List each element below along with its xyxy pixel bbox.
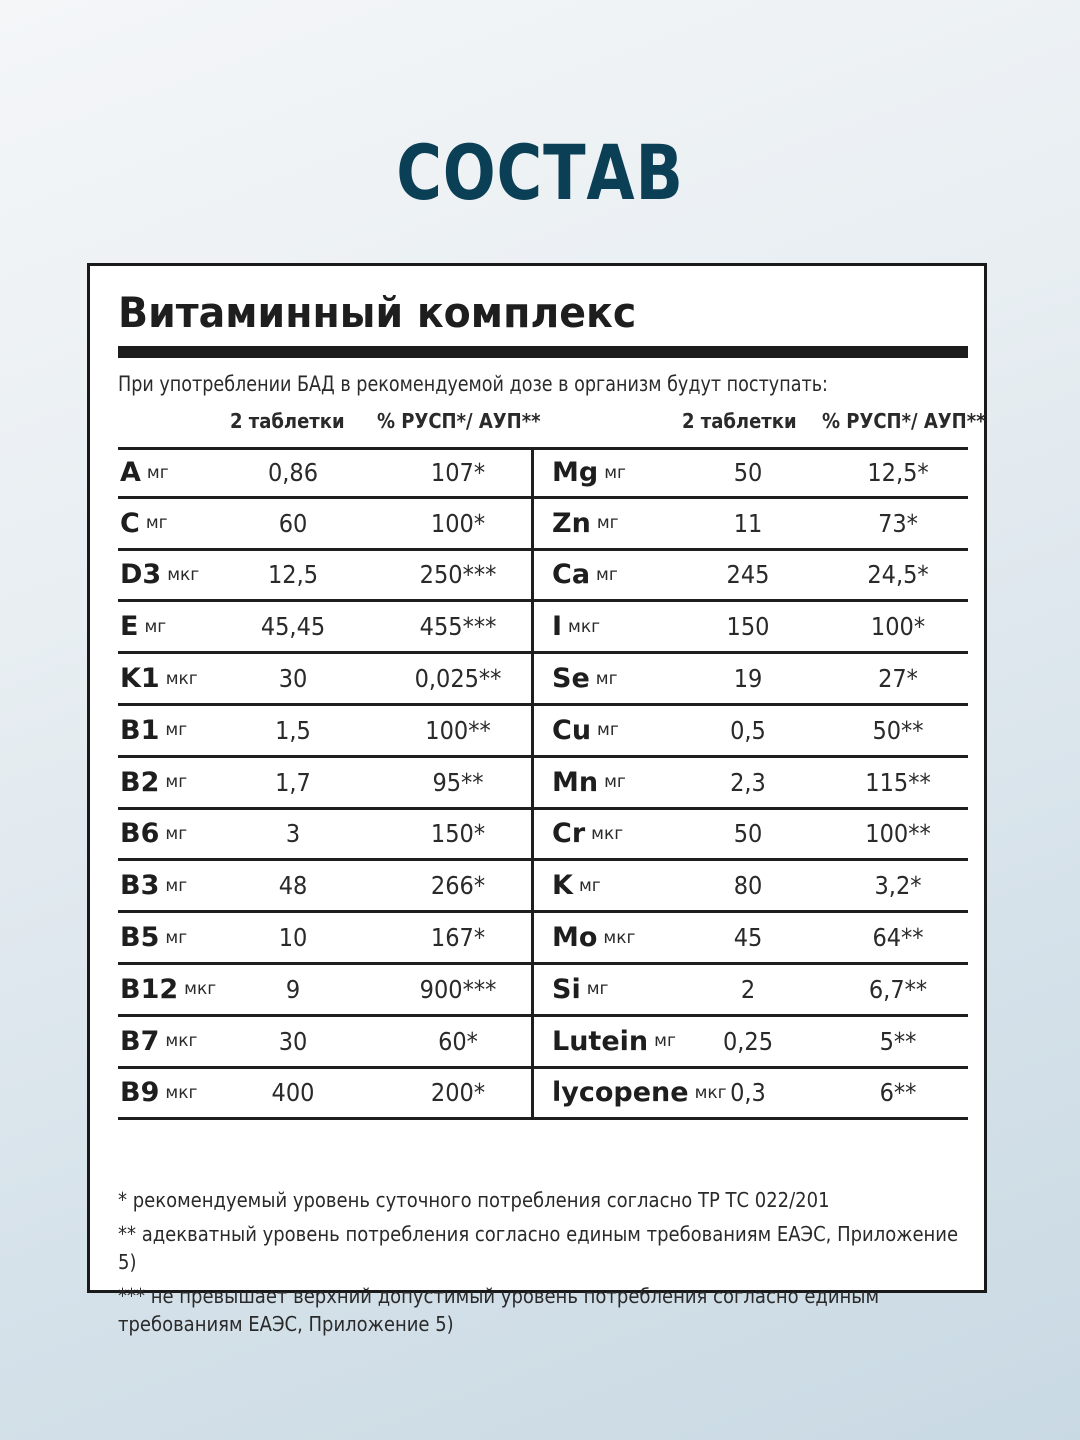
nutrient-label: E — [120, 611, 139, 643]
nutrient-name — [120, 758, 187, 807]
nutrient-amount: 0,25 — [722, 1026, 774, 1056]
column-divider — [531, 758, 534, 807]
nutrient-percent: 27* — [878, 664, 918, 694]
nutrient-unit: мкг — [568, 616, 601, 637]
column-divider — [531, 602, 534, 651]
nutrient-percent: 455*** — [419, 612, 497, 642]
nutrient-name — [552, 758, 626, 807]
nutrient-amount: 19 — [733, 664, 763, 694]
table-row — [118, 1069, 968, 1121]
footnote: ** адекватный уровень потребления согласно единым требованиям ЕАЭС, Приложение 5) — [118, 1222, 959, 1274]
nutrient-label: Se — [552, 663, 590, 695]
nutrient-label: A — [120, 457, 141, 489]
table-row — [118, 758, 968, 810]
nutrient-label: B1 — [120, 714, 160, 746]
nutrient-amount: 45,45 — [260, 612, 326, 642]
nutrient-unit: мг — [146, 462, 169, 483]
col-header-right-amount: 2 таблетки — [682, 409, 797, 433]
nutrient-label: Si — [552, 973, 581, 1005]
nutrient-label: Cu — [552, 714, 592, 746]
nutrient-name — [120, 499, 168, 548]
nutrient-name — [552, 551, 618, 600]
col-header-right-percent: % РУСП*/ АУП** — [822, 409, 986, 433]
nutrient-percent: 24,5* — [867, 560, 929, 590]
table-row — [118, 654, 968, 706]
nutrient-label: Mo — [552, 922, 598, 954]
nutrient-percent: 100** — [425, 715, 491, 745]
nutrient-percent: 107* — [430, 458, 486, 488]
nutrient-name — [552, 965, 608, 1014]
column-divider — [531, 1069, 534, 1118]
nutrient-label: lycopene — [552, 1077, 689, 1109]
nutrient-amount: 400 — [271, 1078, 315, 1108]
col-header-left-percent: % РУСП*/ АУП** — [377, 409, 541, 433]
heading-divider — [118, 346, 968, 358]
nutrient-unit: мг — [165, 772, 188, 793]
nutrient-unit: мг — [145, 513, 168, 534]
nutrient-unit: мкг — [694, 1082, 727, 1103]
nutrient-unit: мкг — [167, 564, 200, 585]
nutrient-percent: 60* — [438, 1026, 478, 1056]
nutrient-label: Zn — [552, 507, 591, 539]
nutrient-label: B12 — [120, 973, 179, 1005]
nutrient-name — [120, 861, 187, 910]
nutrient-name — [552, 654, 618, 703]
nutrient-percent: 167* — [430, 923, 486, 953]
nutrient-label: Ca — [552, 559, 591, 591]
nutrient-name — [120, 1069, 197, 1118]
nutrient-name — [552, 706, 619, 755]
nutrient-percent: 115** — [865, 767, 931, 797]
nutrient-percent: 6** — [879, 1078, 917, 1108]
nutrient-label: B3 — [120, 870, 160, 902]
nutrient-name — [552, 861, 601, 910]
nutrient-unit: мг — [604, 462, 626, 483]
footnotes — [118, 1186, 968, 1344]
nutrient-amount: 12,5 — [267, 560, 319, 590]
table-row — [118, 706, 968, 758]
nutrient-name — [120, 551, 199, 600]
column-divider — [531, 706, 534, 755]
column-divider — [531, 551, 534, 600]
column-divider — [531, 654, 534, 703]
nutrient-percent: 12,5* — [867, 458, 929, 488]
column-divider — [531, 499, 534, 548]
nutrient-name — [552, 1017, 676, 1066]
nutrient-label: Mn — [552, 766, 599, 798]
page-title: СОСТАВ — [396, 128, 684, 217]
nutrient-percent: 100* — [430, 508, 486, 538]
intro-text: При употреблении БАД в рекомендуемой дозе в организм будут поступать: — [118, 372, 828, 396]
nutrient-unit: мг — [586, 979, 609, 1000]
nutrient-name — [120, 450, 169, 496]
nutrient-name — [120, 913, 187, 962]
nutrient-name — [120, 654, 198, 703]
nutrient-unit: мг — [165, 823, 188, 844]
nutrient-name — [552, 602, 600, 651]
nutrient-amount: 80 — [733, 871, 763, 901]
nutrient-amount: 30 — [278, 664, 308, 694]
table-row — [118, 913, 968, 965]
nutrient-name — [120, 602, 166, 651]
column-divider — [531, 913, 534, 962]
nutrient-label: B7 — [120, 1025, 160, 1057]
col-header-left-amount: 2 таблетки — [230, 409, 345, 433]
nutrient-amount: 1,5 — [275, 715, 311, 745]
nutrient-percent: 0,025** — [414, 664, 502, 694]
nutrient-unit: мг — [595, 668, 618, 689]
nutrient-unit: мг — [604, 772, 626, 793]
nutrient-unit: мкг — [165, 1082, 198, 1103]
nutrient-amount: 0,5 — [730, 715, 766, 745]
nutrient-unit: мг — [144, 616, 167, 637]
nutrient-percent: 50** — [872, 715, 924, 745]
nutrient-amount: 0,86 — [267, 458, 319, 488]
nutrient-unit: мг — [165, 720, 188, 741]
nutrient-name — [120, 965, 216, 1014]
nutrient-amount: 50 — [733, 458, 763, 488]
nutrient-percent: 200* — [430, 1078, 486, 1108]
nutrient-amount: 9 — [285, 974, 301, 1004]
nutrient-percent: 100** — [865, 819, 931, 849]
footnote: *** не превышает верхний допустимый уровень потребления согласно единым требованиям ЕАЭС, Приложение 5) — [118, 1284, 880, 1336]
nutrient-label: K — [552, 870, 573, 902]
nutrient-amount: 1,7 — [275, 767, 311, 797]
nutrient-label: K1 — [120, 663, 160, 695]
nutrient-amount: 30 — [278, 1026, 308, 1056]
nutrient-label: B9 — [120, 1077, 160, 1109]
nutrient-unit: мкг — [184, 979, 217, 1000]
nutrient-percent: 100* — [870, 612, 926, 642]
nutrient-label: C — [120, 507, 140, 539]
nutrient-unit: мг — [596, 564, 618, 585]
table-row — [118, 810, 968, 862]
nutrient-amount: 48 — [278, 871, 308, 901]
nutrient-amount: 0,3 — [730, 1078, 766, 1108]
table-row — [118, 861, 968, 913]
nutrient-amount: 11 — [733, 508, 763, 538]
column-divider — [531, 965, 534, 1014]
table-row — [118, 551, 968, 603]
nutrient-amount: 2 — [740, 974, 756, 1004]
nutrient-name — [552, 450, 626, 496]
table-row — [118, 1017, 968, 1069]
table-row — [118, 602, 968, 654]
nutrient-label: Mg — [552, 457, 599, 489]
nutrient-label: B2 — [120, 766, 160, 798]
nutrient-amount: 10 — [278, 923, 308, 953]
nutrient-unit: мг — [654, 1031, 676, 1052]
nutrient-percent: 266* — [430, 871, 486, 901]
nutrient-label: B5 — [120, 922, 160, 954]
nutrient-amount: 50 — [733, 819, 763, 849]
nutrient-percent: 250*** — [419, 560, 497, 590]
nutrient-unit: мкг — [165, 668, 198, 689]
nutrient-unit: мкг — [165, 1031, 198, 1052]
nutrient-amount: 2,3 — [730, 767, 766, 797]
table-row — [118, 499, 968, 551]
nutrient-unit: мкг — [591, 823, 624, 844]
nutrient-unit: мг — [165, 927, 188, 948]
nutrient-amount: 45 — [733, 923, 763, 953]
nutrient-label: I — [552, 611, 563, 643]
nutrient-name — [120, 1017, 197, 1066]
table-row — [118, 447, 968, 499]
nutrient-name — [120, 706, 187, 755]
nutrient-unit: мг — [596, 513, 619, 534]
nutrient-unit: мг — [597, 720, 619, 741]
nutrient-percent: 64** — [872, 923, 924, 953]
column-divider — [531, 450, 534, 496]
nutrient-amount: 150 — [726, 612, 770, 642]
nutrient-percent: 73* — [878, 508, 918, 538]
nutrient-unit: мг — [165, 875, 188, 896]
column-divider — [531, 861, 534, 910]
column-divider — [531, 810, 534, 859]
nutrient-amount: 60 — [278, 508, 308, 538]
nutrient-label: B6 — [120, 818, 160, 850]
nutrient-percent: 900*** — [419, 974, 497, 1004]
composition-card — [87, 263, 987, 1336]
nutrient-name — [552, 499, 619, 548]
nutrient-percent: 3,2* — [874, 871, 922, 901]
nutrient-unit: мг — [578, 875, 601, 896]
nutrient-name — [120, 810, 187, 859]
nutrient-percent: 6,7** — [868, 974, 928, 1004]
nutrient-label: Lutein — [552, 1025, 649, 1057]
nutrient-name — [552, 810, 623, 859]
nutrient-name — [552, 913, 635, 962]
nutrient-amount: 245 — [726, 560, 770, 590]
nutrient-percent: 95** — [432, 767, 484, 797]
nutrient-amount: 3 — [285, 819, 301, 849]
card-heading: Витаминный комплекс — [118, 288, 637, 337]
nutrient-label: Cr — [552, 818, 586, 850]
column-divider — [531, 1017, 534, 1066]
nutrient-percent: 5** — [879, 1026, 917, 1056]
nutrient-percent: 150* — [430, 819, 486, 849]
nutrient-unit: мкг — [603, 927, 636, 948]
footnote: * рекомендуемый уровень суточного потребления согласно ТР ТС 022/201 — [118, 1188, 830, 1212]
nutrient-table — [118, 447, 968, 1120]
nutrient-label: D3 — [120, 559, 162, 591]
table-row — [118, 965, 968, 1017]
